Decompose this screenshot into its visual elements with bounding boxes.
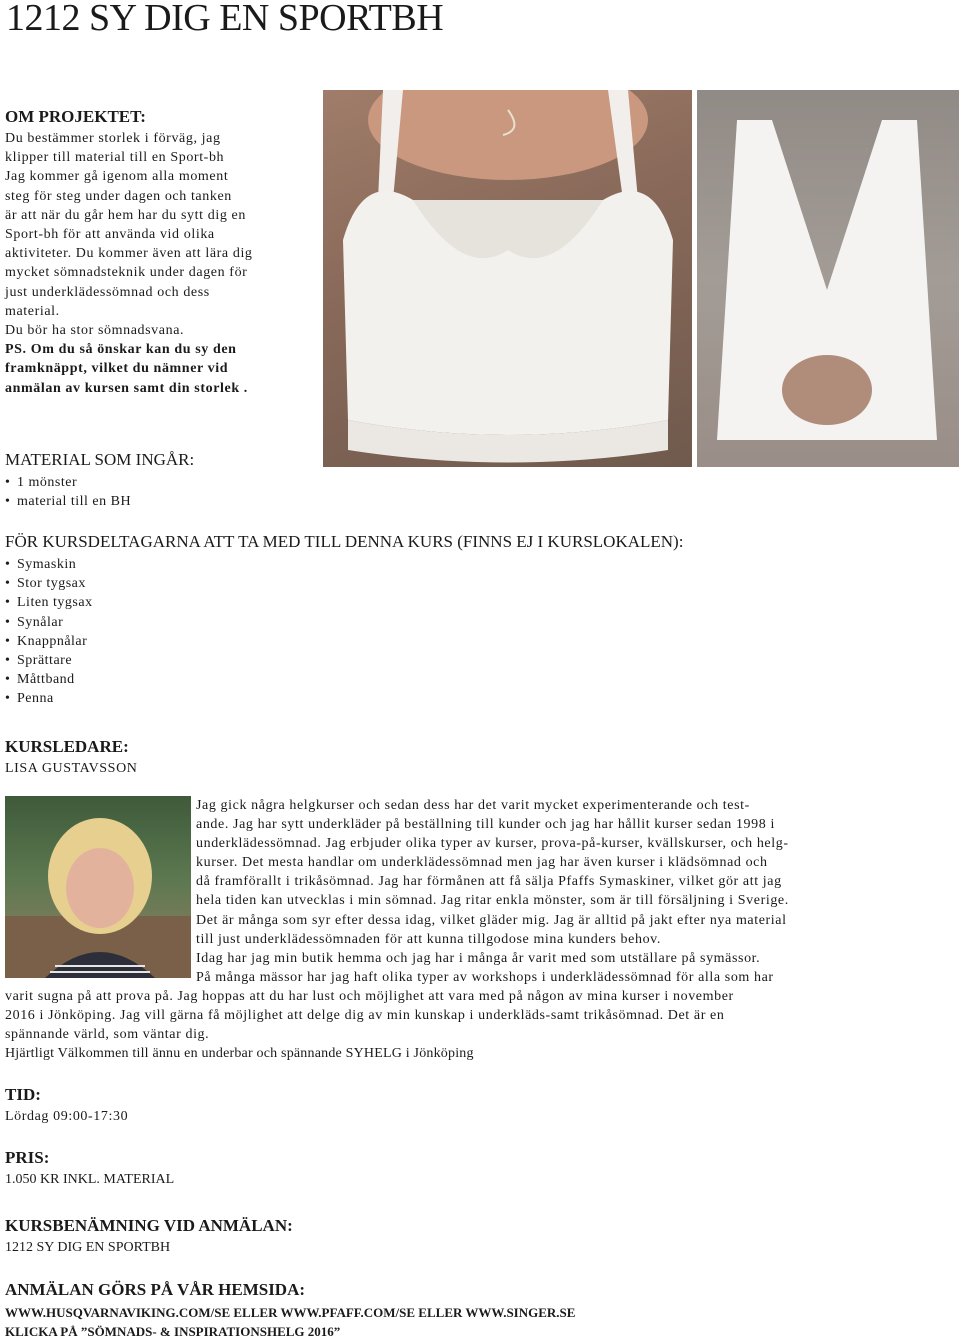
about-line: Du bestämmer storlek i förväg, jag [5, 131, 221, 146]
about-ps-line: anmälan av kursen samt din storlek . [5, 380, 248, 396]
bring-item: • Knappnålar [5, 632, 905, 651]
about-line: steg för steg under dagen och tanken [5, 188, 232, 204]
about-line: just underklädessömnad och dess [5, 284, 210, 300]
about-line: är att när du går hem har du sytt dig en [5, 207, 246, 223]
bio-line: spännande värld, som väntar dig. [5, 1027, 210, 1043]
price-heading: PRIS: [5, 1148, 50, 1167]
about-line: mycket sömnadsteknik under dagen för [5, 265, 248, 281]
about-text [5, 129, 323, 340]
welcome-text: Hjärtligt Välkommen till ännu en underbar och spännande SYHELG i Jönköping [5, 1046, 474, 1062]
bio-line: underklädessömnad. Jag erbjuder olika typer av kurser, prova-på-kurser, kvällskurser, och helg- [196, 836, 789, 852]
course-name-heading: KURSBENÄMNING VID ANMÄLAN: [5, 1216, 293, 1235]
bring-section [5, 532, 905, 709]
course-name-section [5, 1216, 293, 1257]
about-section [5, 107, 323, 398]
bio-line: Jag gick några helgkurser och sedan dess har det varit mycket experimenterande och test- [196, 798, 750, 813]
time-value: Lördag 09:00-17:30 [5, 1109, 129, 1124]
back-bra-photo [697, 90, 959, 467]
about-line: Jag kommer gå igenom alla moment [5, 169, 229, 185]
bio-line: ande. Jag har sytt underkläder på beställning till kunder och jag har hållit kurser sedan 1998 i [196, 817, 775, 833]
bring-item: • Måttband [5, 670, 905, 689]
about-ps-text [5, 340, 323, 398]
bio-line: På många mässor har jag haft olika typer av workshops i underklädessömnad för alla som har [196, 969, 774, 985]
about-line: aktiviteter. Du kommer även att lära dig [5, 246, 253, 262]
front-bra-photo [323, 90, 692, 467]
material-item: • material till en BH [5, 492, 315, 511]
about-line: Du bör ha stor sömnadsvana. [5, 323, 185, 339]
back-bra-illustration [697, 90, 959, 467]
bring-item: • Synålar [5, 613, 905, 632]
bring-list [5, 555, 905, 709]
bio-line: varit sugna på att prova på. Jag hoppas att du har lust och möjlighet att vara med på någon av mina kurser i november [5, 989, 734, 1004]
price-value: 1.050 KR INKL. MATERIAL [5, 1172, 175, 1187]
page-title: 1212 SY DIG EN SPORTBH [6, 0, 444, 39]
bring-item: • Sprättare [5, 651, 905, 670]
leader-name: LISA GUSTAVSSON [5, 761, 138, 776]
material-list [5, 473, 315, 511]
leader-portrait-illustration [5, 796, 191, 978]
front-bra-illustration [323, 90, 692, 467]
course-name-value: 1212 SY DIG EN SPORTBH [5, 1240, 171, 1255]
bring-item: • Penna [5, 689, 905, 708]
leader-section [5, 737, 405, 778]
time-heading: TID: [5, 1085, 41, 1104]
bio-line: till just underklädessömnaden för att kunna tillgodose mina kunders behov. [196, 931, 661, 947]
bio-line: Det är många som syr efter dessa idag, vilket gläder mig. Jag är alltid på jakt efter nya material [196, 912, 787, 928]
about-line: Sport-bh för att använda vid olika [5, 227, 215, 243]
about-ps-line: framknäppt, vilket du nämner vid [5, 361, 229, 377]
bio-line: kurser. Det mesta handlar om underklädessömnad men jag har även kurser i klädsömnad och [196, 855, 768, 871]
signup-sites-link[interactable]: WWW.HUSQVARNAVIKING.COM/SE ELLER WWW.PFAFF.COM/SE ELLER WWW.SINGER.SE [5, 1305, 576, 1320]
signup-click-instruction: KLICKA PÅ ”SÖMNADS- & INSPIRATIONSHELG 2016” [5, 1324, 341, 1340]
bring-item: • Stor tygsax [5, 574, 905, 593]
bio-line: Idag har jag min butik hemma och jag har i många år varit med som utställare på symässor. [196, 950, 761, 966]
bio-line: hela tiden kan utvecklas i min sömnad. Jag ritar enkla mönster, som är till försäljning i Sverige. [196, 893, 789, 909]
leader-heading: KURSLEDARE: [5, 737, 129, 756]
bio-line: 2016 i Jönköping. Jag vill gärna få möjlighet att delge dig av min kunskap i underkläds-samt trikåsömnad. Det är en [5, 1008, 725, 1024]
material-heading: MATERIAL SOM INGÅR: [5, 450, 195, 469]
material-item: • 1 mönster [5, 473, 315, 492]
about-ps-line: PS. Om du så önskar kan du sy den [5, 342, 237, 358]
material-section [5, 450, 315, 511]
price-section [5, 1148, 174, 1189]
leader-bio-full [5, 987, 945, 1063]
leader-portrait [5, 796, 191, 978]
bring-heading: FÖR KURSDELTAGARNA ATT TA MED TILL DENNA KURS (FINNS EJ I KURSLOKALEN): [5, 532, 684, 551]
bring-item: • Liten tygsax [5, 593, 905, 612]
time-section [5, 1085, 128, 1126]
bring-item: • Symaskin [5, 555, 905, 574]
signup-heading: ANMÄLAN GÖRS PÅ VÅR HEMSIDA: [5, 1280, 306, 1299]
about-line: klipper till material till en Sport-bh [5, 150, 225, 166]
about-line: material. [5, 303, 60, 319]
bio-line: då framförallt i trikåsömnad. Jag har förmånen att få sälja Pfaffs Symaskiner, vilket gör att jag [196, 874, 782, 890]
signup-section [5, 1280, 945, 1341]
leader-bio-side [196, 796, 936, 987]
about-heading: OM PROJEKTET: [5, 107, 146, 126]
